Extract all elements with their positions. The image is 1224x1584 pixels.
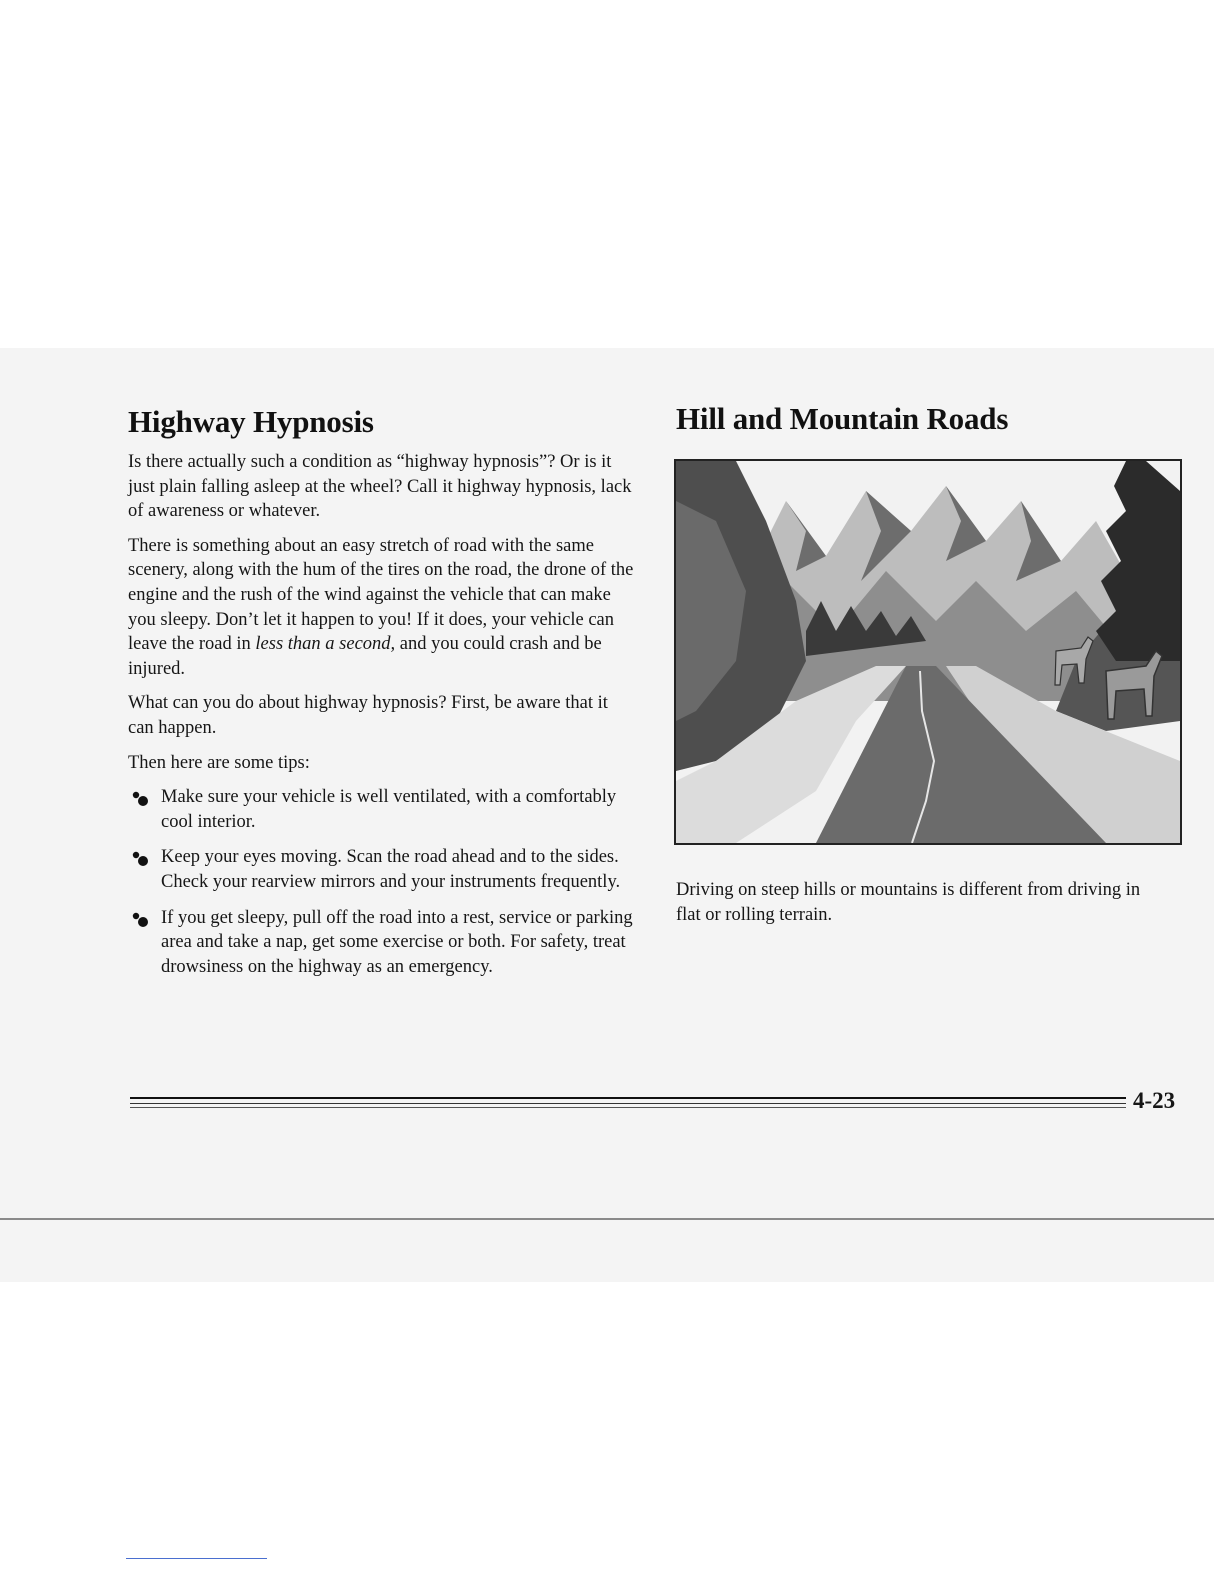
bullet-icon: [130, 910, 150, 930]
tip-text: Keep your eyes moving. Scan the road ahead and to the sides. Check your rearview mirrors and your instruments frequently.: [161, 847, 621, 892]
stray-underline: [126, 1558, 267, 1559]
footer-rule-line: [130, 1107, 1126, 1108]
tip-list-item: [128, 906, 634, 980]
paragraph-sleepy-start: There is something about an easy stretch of road with the same scenery, along with the hum of the tires on the road, the drone of the engine and the rush of the wind against the vehicle that can make you sleepy. Don’t let it happen to you! If it does, your vehicle can leave the road in: [128, 535, 634, 655]
tip-text: Make sure your vehicle is well ventilated, with a comfortably cool interior.: [161, 787, 617, 832]
paragraph-intro: Is there actually such a condition as “highway hypnosis”? Or is it just plain falling asleep at the wheel? Call it highway hypnosis, lack of awareness or whatever.: [128, 452, 632, 522]
mountain-road-drawing: [676, 461, 1180, 843]
paragraph-sleepy-end: and you could crash and be injured.: [128, 634, 602, 679]
figure-caption: Driving on steep hills or mountains is different from driving in flat or rolling terrain.: [676, 880, 1141, 925]
paragraph-sleepy: [128, 534, 634, 682]
page-number: 4-23: [1133, 1088, 1176, 1113]
paragraph-what-can-you-do: What can you do about highway hypnosis? First, be aware that it can happen.: [128, 693, 608, 738]
mountain-road-illustration: [674, 459, 1182, 845]
bullet-icon: [130, 849, 150, 869]
scan-edge-rule: [0, 1218, 1214, 1220]
paragraph-tips-intro: Then here are some tips:: [128, 752, 310, 773]
tip-list-item: [128, 785, 634, 834]
section-title-highway-hypnosis: Highway Hypnosis: [128, 404, 374, 439]
tip-text: If you get sleepy, pull off the road into a rest, service or parking area and take a nap, get some exercise or both. For safety, treat drowsiness on the highway as an emergency.: [161, 907, 633, 977]
bullet-icon: [130, 789, 150, 809]
tip-list-item: [128, 845, 634, 894]
footer-rule-line: [130, 1103, 1126, 1104]
footer-rule-line: [130, 1097, 1126, 1099]
emphasis-less-than-a-second: less than a second,: [255, 634, 396, 655]
section-title-hill-mountain-roads: Hill and Mountain Roads: [676, 401, 1009, 436]
highway-hypnosis-body: [128, 450, 634, 990]
footer-rule: [130, 1097, 1126, 1111]
